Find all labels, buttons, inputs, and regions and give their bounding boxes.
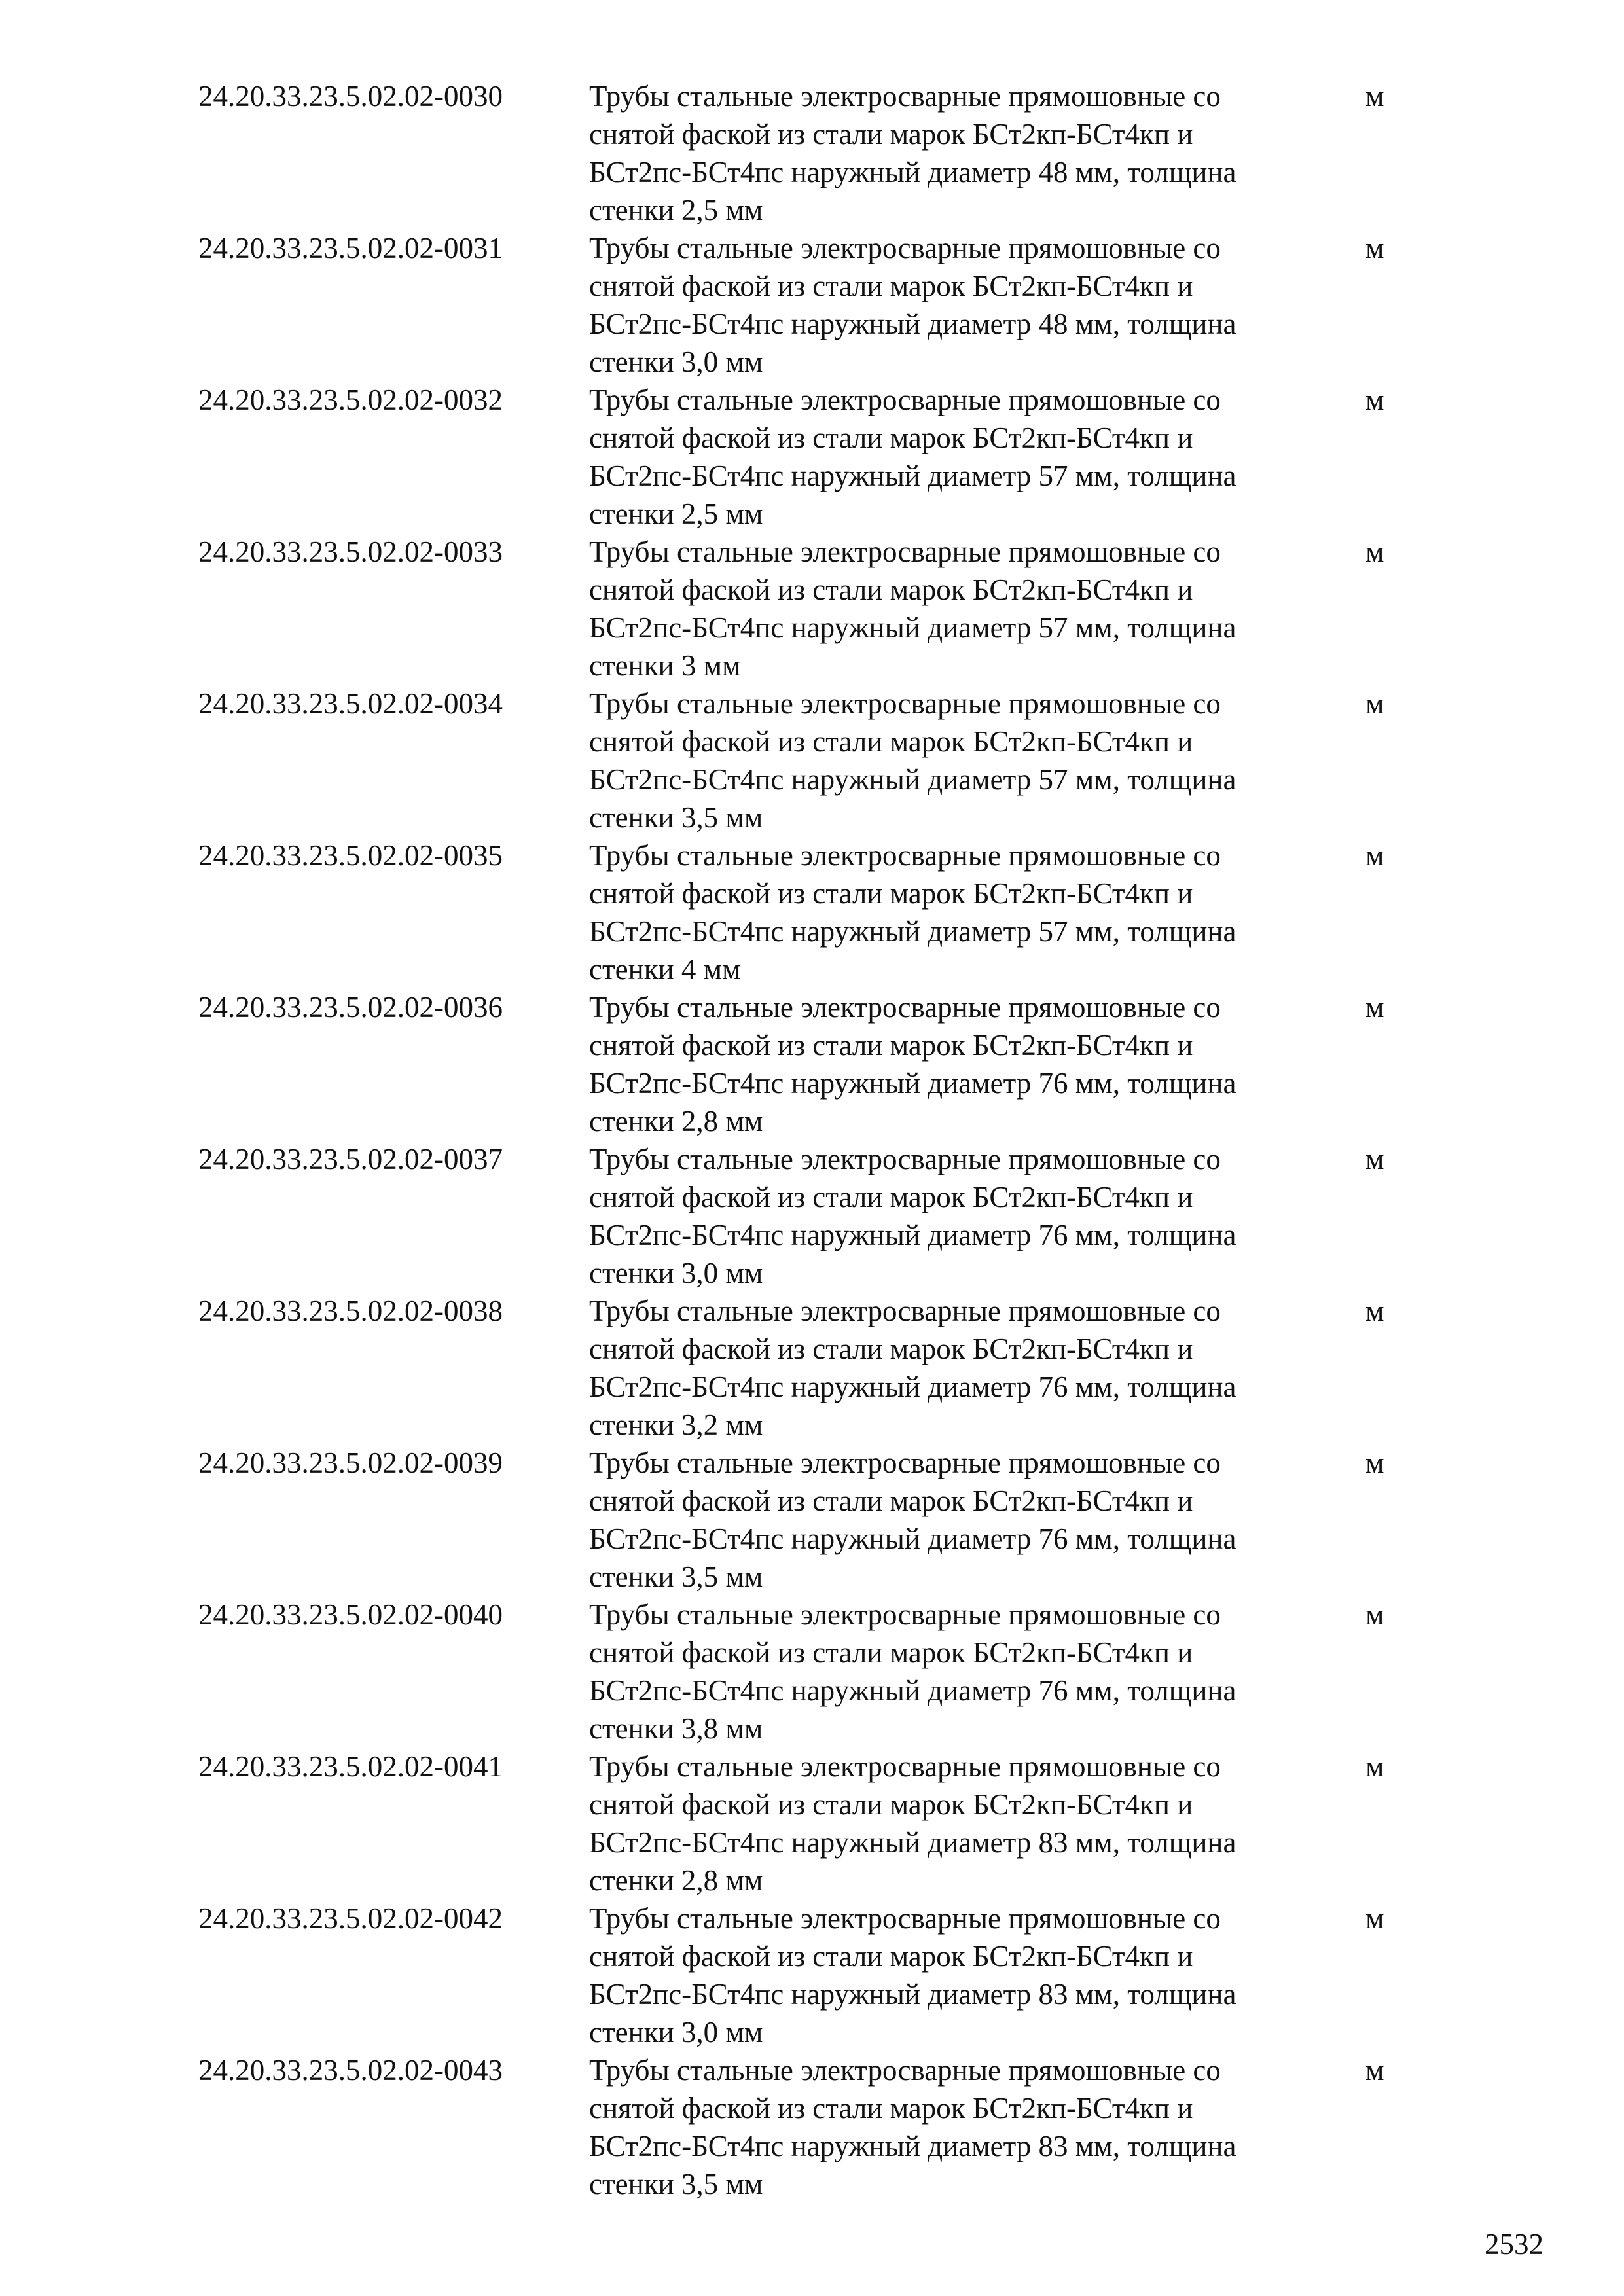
description-line: снятой фаской из стали марок БСт2кп-БСт4кп и [589, 1636, 1193, 1669]
description-line: стенки 3,8 мм [589, 1712, 763, 1745]
description-line: БСт2пс-БСт4пс наружный диаметр 76 мм, толщина [589, 1674, 1236, 1707]
description-line: стенки 3,2 мм [589, 1408, 763, 1441]
item-description [589, 1444, 1368, 1596]
description-line: Трубы стальные электросварные прямошовные со [589, 1446, 1221, 1479]
item-code: 24.20.33.23.5.02.02-0042 [198, 1902, 503, 1935]
description-line: снятой фаской из стали марок БСт2кп-БСт4кп и [589, 118, 1193, 151]
description-line: снятой фаской из стали марок БСт2кп-БСт4кп и [589, 270, 1193, 302]
item-unit: м [1365, 687, 1384, 720]
list-item [0, 77, 1624, 229]
description-line: БСт2пс-БСт4пс наружный диаметр 76 мм, толщина [589, 1522, 1236, 1555]
item-unit: м [1365, 1143, 1384, 1175]
item-code: 24.20.33.23.5.02.02-0033 [198, 535, 503, 568]
item-unit: м [1365, 232, 1384, 264]
description-line: Трубы стальные электросварные прямошовные со [589, 1750, 1221, 1783]
description-line: БСт2пс-БСт4пс наружный диаметр 57 мм, толщина [589, 915, 1236, 948]
item-code: 24.20.33.23.5.02.02-0036 [198, 991, 503, 1024]
item-unit: м [1365, 1295, 1384, 1327]
item-unit: м [1365, 1750, 1384, 1783]
item-code: 24.20.33.23.5.02.02-0031 [198, 232, 503, 264]
item-code: 24.20.33.23.5.02.02-0030 [198, 80, 503, 113]
description-line: Трубы стальные электросварные прямошовные со [589, 1902, 1221, 1935]
list-item [0, 1444, 1624, 1596]
description-line: снятой фаской из стали марок БСт2кп-БСт4кп и [589, 1181, 1193, 1213]
list-item [0, 2051, 1624, 2203]
item-description [589, 1292, 1368, 1444]
description-line: стенки 2,5 мм [589, 194, 763, 226]
item-code: 24.20.33.23.5.02.02-0034 [198, 687, 503, 720]
description-line: Трубы стальные электросварные прямошовные со [589, 1598, 1221, 1631]
item-description [589, 1596, 1368, 1748]
item-code: 24.20.33.23.5.02.02-0038 [198, 1295, 503, 1327]
description-line: БСт2пс-БСт4пс наружный диаметр 48 мм, толщина [589, 156, 1236, 188]
description-line: стенки 3,5 мм [589, 1560, 763, 1593]
list-item [0, 381, 1624, 533]
item-description [589, 836, 1368, 988]
description-line: снятой фаской из стали марок БСт2кп-БСт4кп и [589, 1940, 1193, 1973]
description-line: снятой фаской из стали марок БСт2кп-БСт4кп и [589, 725, 1193, 758]
description-line: стенки 2,8 мм [589, 1105, 763, 1138]
list-item [0, 229, 1624, 381]
item-unit: м [1365, 1446, 1384, 1479]
list-item [0, 1596, 1624, 1748]
item-code: 24.20.33.23.5.02.02-0040 [198, 1598, 503, 1631]
item-description [589, 2051, 1368, 2203]
item-description [589, 1748, 1368, 1899]
description-line: стенки 3,0 мм [589, 1257, 763, 1289]
item-description [589, 988, 1368, 1140]
description-line: Трубы стальные электросварные прямошовные со [589, 232, 1221, 264]
item-unit: м [1365, 839, 1384, 872]
description-line: снятой фаской из стали марок БСт2кп-БСт4кп и [589, 1029, 1193, 1062]
description-line: БСт2пс-БСт4пс наружный диаметр 83 мм, толщина [589, 2130, 1236, 2162]
item-unit: м [1365, 1598, 1384, 1631]
description-line: стенки 3,0 мм [589, 2016, 763, 2049]
description-line: Трубы стальные электросварные прямошовные со [589, 1295, 1221, 1327]
description-line: снятой фаской из стали марок БСт2кп-БСт4кп и [589, 422, 1193, 454]
description-line: Трубы стальные электросварные прямошовные со [589, 1143, 1221, 1175]
list-item [0, 1748, 1624, 1899]
description-line: стенки 3,5 мм [589, 801, 763, 834]
description-line: Трубы стальные электросварные прямошовные со [589, 535, 1221, 568]
description-line: Трубы стальные электросварные прямошовные со [589, 384, 1221, 416]
list-item [0, 1899, 1624, 2051]
item-description [589, 533, 1368, 685]
description-line: Трубы стальные электросварные прямошовные со [589, 2054, 1221, 2087]
description-line: стенки 4 мм [589, 953, 741, 986]
description-line: БСт2пс-БСт4пс наружный диаметр 57 мм, толщина [589, 611, 1236, 644]
list-item [0, 836, 1624, 988]
item-description [589, 685, 1368, 836]
description-line: БСт2пс-БСт4пс наружный диаметр 83 мм, толщина [589, 1978, 1236, 2011]
description-line: БСт2пс-БСт4пс наружный диаметр 76 мм, толщина [589, 1067, 1236, 1100]
description-line: снятой фаской из стали марок БСт2кп-БСт4кп и [589, 1333, 1193, 1365]
description-line: БСт2пс-БСт4пс наружный диаметр 83 мм, толщина [589, 1826, 1236, 1859]
item-description [589, 229, 1368, 381]
item-description [589, 1140, 1368, 1292]
description-line: Трубы стальные электросварные прямошовные со [589, 687, 1221, 720]
description-line: Трубы стальные электросварные прямошовные со [589, 991, 1221, 1024]
item-description [589, 1899, 1368, 2051]
description-line: стенки 3,5 мм [589, 2168, 763, 2200]
description-line: БСт2пс-БСт4пс наружный диаметр 76 мм, толщина [589, 1371, 1236, 1403]
item-code: 24.20.33.23.5.02.02-0039 [198, 1446, 503, 1479]
description-line: БСт2пс-БСт4пс наружный диаметр 57 мм, толщина [589, 763, 1236, 796]
description-line: Трубы стальные электросварные прямошовные со [589, 80, 1221, 113]
description-line: БСт2пс-БСт4пс наружный диаметр 48 мм, толщина [589, 308, 1236, 340]
item-unit: м [1365, 991, 1384, 1024]
description-line: стенки 2,5 мм [589, 497, 763, 530]
list-item [0, 1140, 1624, 1292]
item-list [0, 77, 1624, 2203]
page-number: 2532 [1485, 2228, 1543, 2261]
description-line: снятой фаской из стали марок БСт2кп-БСт4кп и [589, 573, 1193, 606]
item-unit: м [1365, 535, 1384, 568]
item-description [589, 77, 1368, 229]
description-line: БСт2пс-БСт4пс наружный диаметр 57 мм, толщина [589, 459, 1236, 492]
item-code: 24.20.33.23.5.02.02-0041 [198, 1750, 503, 1783]
description-line: Трубы стальные электросварные прямошовные со [589, 839, 1221, 872]
description-line: стенки 3 мм [589, 649, 741, 682]
item-code: 24.20.33.23.5.02.02-0032 [198, 384, 503, 416]
item-code: 24.20.33.23.5.02.02-0043 [198, 2054, 503, 2087]
description-line: снятой фаской из стали марок БСт2кп-БСт4кп и [589, 1484, 1193, 1517]
item-unit: м [1365, 384, 1384, 416]
list-item [0, 1292, 1624, 1444]
description-line: стенки 2,8 мм [589, 1864, 763, 1897]
item-code: 24.20.33.23.5.02.02-0035 [198, 839, 503, 872]
description-line: снятой фаской из стали марок БСт2кп-БСт4кп и [589, 1788, 1193, 1821]
item-unit: м [1365, 2054, 1384, 2087]
list-item [0, 533, 1624, 685]
description-line: снятой фаской из стали марок БСт2кп-БСт4кп и [589, 877, 1193, 910]
description-line: стенки 3,0 мм [589, 346, 763, 378]
list-item [0, 685, 1624, 836]
description-line: снятой фаской из стали марок БСт2кп-БСт4кп и [589, 2092, 1193, 2125]
item-code: 24.20.33.23.5.02.02-0037 [198, 1143, 503, 1175]
item-description [589, 381, 1368, 533]
list-item [0, 988, 1624, 1140]
item-unit: м [1365, 80, 1384, 113]
description-line: БСт2пс-БСт4пс наружный диаметр 76 мм, толщина [589, 1219, 1236, 1251]
item-unit: м [1365, 1902, 1384, 1935]
